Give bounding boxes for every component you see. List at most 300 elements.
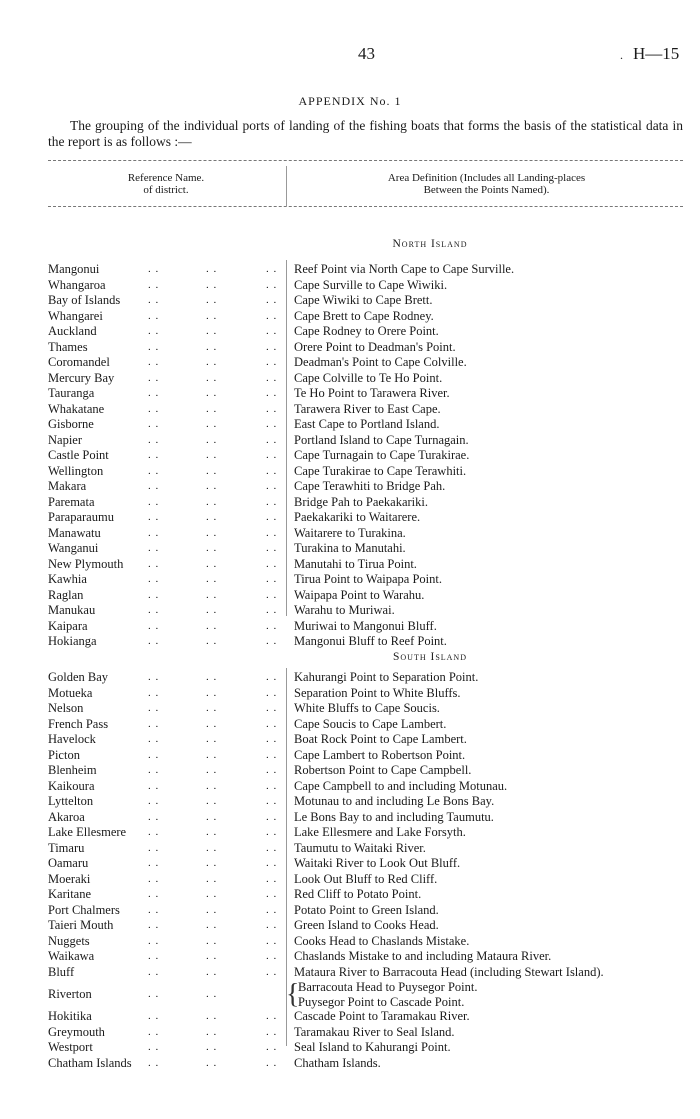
list-item (48, 324, 688, 340)
leader-dot-group: . . (206, 810, 218, 823)
leader-dot-group: . . (148, 526, 160, 539)
area-definition: Manutahi to Tirua Point. (294, 556, 417, 571)
leader-dot-group: . . (148, 1010, 160, 1022)
leader-dot-group: . . (266, 717, 278, 730)
leader-dot-group: . . (148, 1025, 160, 1038)
area-definition: Bridge Pah to Paekakariki. (294, 494, 428, 509)
leader-dot-group: . . (206, 872, 218, 885)
list-item (48, 634, 688, 650)
leader-dot-group: . . (148, 810, 160, 823)
leader-dot-group: . . (266, 686, 278, 699)
area-definition: Cape Colville to Te Ho Point. (294, 370, 443, 385)
leader-dot-group: . . (266, 764, 278, 776)
area-definition: Warahu to Muriwai. (294, 603, 395, 617)
leader-dot-group: . . (148, 557, 160, 570)
area-definition: Potato Point to Green Island. (294, 902, 439, 917)
area-definition: Cape Turakirae to Cape Terawhiti. (294, 463, 467, 478)
leader-dot-group: . . (148, 573, 160, 585)
area-definition: Red Cliff to Potato Point. (294, 887, 422, 901)
district-name: Taieri Mouth (48, 918, 114, 932)
district-name: Hokitika (48, 1009, 92, 1023)
leader-dot-group: . . (266, 635, 278, 647)
leader-dot-group: . . (148, 402, 160, 415)
area-definition: Seal Island to Kahurangi Point. (294, 1040, 451, 1054)
district-name: Port Chalmers (48, 902, 120, 917)
area-definition: Taumutu to Waitaki River. (294, 840, 426, 855)
area-definition: Waitarere to Turakina. (294, 525, 406, 540)
leader-dot-group: . . (266, 480, 278, 492)
leader-dot-group: . . (206, 418, 218, 430)
list-item (48, 386, 688, 402)
leader-dot-group: . . (148, 619, 160, 632)
area-definition-line: Puysegor Point to Cascade Point. (298, 994, 465, 1009)
leader-dot-group: . . (266, 903, 278, 916)
district-name: Moeraki (48, 871, 91, 886)
district-name: Wellington (48, 463, 104, 478)
leader-dot-group: . . (266, 542, 278, 554)
leader-dot-group: . . (266, 340, 278, 353)
district-name: Golden Bay (48, 670, 109, 684)
list-item (48, 1025, 688, 1041)
list-item (48, 872, 688, 888)
leader-dot-group: . . (148, 340, 160, 353)
area-definition: Cape Campbell to and including Motunau. (294, 778, 508, 793)
district-name: Mangonui (48, 262, 100, 276)
district-name: Whangaroa (48, 277, 106, 292)
list-item (48, 763, 688, 779)
leader-dot-group: . . (206, 919, 218, 931)
leader-dot-group: . . (266, 934, 278, 947)
area-definition: Cape Surville to Cape Wiwiki. (294, 277, 448, 292)
leader-dot-group: . . (266, 748, 278, 761)
leader-dot-group: . . (266, 278, 278, 291)
leader-dot-group: . . (148, 702, 160, 714)
district-name: Nelson (48, 701, 84, 715)
leader-dot-group: . . (206, 686, 218, 699)
leader-dot-group: . . (266, 433, 278, 446)
district-name: Nuggets (48, 933, 90, 948)
leader-dot-group: . . (266, 387, 278, 399)
list-item (48, 603, 688, 619)
leader-dot-group: . . (148, 309, 160, 322)
leader-dot-group: . . (266, 495, 278, 508)
document-reference-code: H—15 (633, 44, 680, 63)
list-item (48, 887, 688, 903)
leader-dot-group: . . (206, 1010, 218, 1022)
leader-dot-group: . . (148, 733, 160, 745)
district-name: Waikawa (48, 949, 95, 963)
leader-dot-group: . . (206, 1056, 218, 1069)
list-item (48, 448, 688, 464)
area-definition: Waitaki River to Look Out Bluff. (294, 856, 461, 870)
area-definition (298, 980, 477, 1009)
column-header-reference (48, 172, 284, 196)
list-item (48, 748, 688, 764)
leader-dot-group: . . (266, 1041, 278, 1053)
list-item (48, 934, 688, 950)
list-item (48, 949, 688, 965)
list-item (48, 856, 688, 872)
leader-dot-group: . . (148, 371, 160, 384)
intro-paragraph: The grouping of the individual ports of landing of the fishing boats that forms the basis of the statistical data in the report is as follows :— (48, 118, 683, 149)
area-definition: Cape Turnagain to Cape Turakirae. (294, 448, 470, 462)
leader-dot-group: . . (148, 841, 160, 854)
list-item (48, 557, 688, 573)
area-definition: Cape Soucis to Cape Lambert. (294, 716, 447, 731)
leader-dot-group: . . (206, 278, 218, 291)
district-name: Thames (48, 339, 88, 354)
leader-dot-group: . . (266, 604, 278, 616)
list-item (48, 1040, 688, 1056)
list-item (48, 825, 688, 841)
district-name: Bluff (48, 964, 75, 979)
leader-dot-group: . . (266, 888, 278, 900)
district-name: Blenheim (48, 763, 97, 777)
list-item (48, 794, 688, 810)
leader-dot-group: . . (148, 511, 160, 523)
leader-dot-group: . . (206, 480, 218, 492)
leader-dot-group: . . (266, 810, 278, 823)
area-definition: White Bluffs to Cape Soucis. (294, 701, 440, 715)
leader-dot-group: . . (266, 1010, 278, 1022)
leader-dot-group: . . (266, 511, 278, 523)
leader-dot-group: . . (148, 826, 160, 838)
leader-dot-group: . . (148, 294, 160, 306)
leader-dot-group: . . (266, 795, 278, 807)
leader-dot-group: . . (148, 965, 160, 978)
district-name: Coromandel (48, 355, 110, 369)
list-item (48, 510, 688, 526)
list-item (48, 526, 688, 542)
leader-dot-group: . . (148, 356, 160, 368)
leader-dot-group: . . (206, 826, 218, 838)
list-item (48, 1009, 688, 1025)
leader-dot-group: . . (148, 919, 160, 931)
district-name: French Pass (48, 716, 109, 731)
leader-dot-group: . . (266, 526, 278, 539)
area-definition: Deadman's Point to Cape Colville. (294, 355, 467, 369)
list-item (48, 278, 688, 294)
area-definition: Boat Rock Point to Cape Lambert. (294, 732, 467, 746)
area-definition: East Cape to Portland Island. (294, 417, 440, 431)
area-definition: Waipapa Point to Warahu. (294, 587, 425, 602)
leader-dot-group: . . (206, 702, 218, 714)
leader-dot-group: . . (206, 748, 218, 761)
leader-dot-group: . . (206, 309, 218, 322)
area-definition: Chaslands Mistake to and including Mataura River. (294, 949, 552, 963)
area-definition: Reef Point via North Cape to Cape Surville. (294, 262, 515, 276)
area-definition: Look Out Bluff to Red Cliff. (294, 871, 438, 886)
leader-dot-group: . . (206, 671, 218, 683)
district-name: New Plymouth (48, 556, 124, 571)
leader-dot-group: . . (266, 371, 278, 384)
brace-icon: { (286, 979, 300, 1010)
leader-dot-group: . . (206, 841, 218, 854)
area-definition: Muriwai to Mangonui Bluff. (294, 618, 437, 633)
column-header-reference-line2: of district. (143, 184, 189, 196)
leader-dot-group: . . (266, 965, 278, 978)
leader-dot-group: . . (266, 588, 278, 601)
district-name: Manawatu (48, 525, 101, 540)
list-item (48, 340, 688, 356)
area-definition: Le Bons Bay to and including Taumutu. (294, 809, 494, 824)
leader-dot-group: . . (148, 278, 160, 291)
area-definition: Cape Rodney to Orere Point. (294, 324, 439, 338)
district-name: Karitane (48, 887, 92, 901)
leader-dot-group: . . (266, 573, 278, 585)
leader-dot-group: . . (206, 526, 218, 539)
leader-dot-group: . . (206, 573, 218, 585)
list-item (48, 701, 688, 717)
leader-dot-group: . . (148, 542, 160, 554)
list-item (48, 402, 688, 418)
area-definition: Mangonui Bluff to Reef Point. (294, 634, 447, 648)
list-item (48, 495, 688, 511)
area-definition: Separation Point to White Bluffs. (294, 685, 461, 700)
district-name: Oamaru (48, 856, 89, 870)
leader-dot-group: . . (206, 934, 218, 947)
district-name: Wanganui (48, 541, 99, 555)
north-island-list (48, 262, 688, 650)
list-item (48, 262, 688, 278)
area-definition: Taramakau River to Seal Island. (294, 1024, 455, 1039)
area-definition: Te Ho Point to Tarawera River. (294, 386, 450, 400)
leader-dot-group: . . (206, 371, 218, 384)
leader-dot-group: . . (148, 795, 160, 807)
district-name: Lake Ellesmere (48, 825, 127, 839)
leader-dot-group: . . (148, 1041, 160, 1053)
leader-dot-group: . . (266, 325, 278, 337)
district-name: Picton (48, 747, 80, 762)
table-header-rule (48, 206, 683, 207)
leader-dot-group: . . (206, 950, 218, 962)
district-name: Castle Point (48, 448, 109, 462)
district-name: Kawhia (48, 572, 87, 586)
district-name: Whakatane (48, 401, 105, 416)
district-name: Mercury Bay (48, 370, 115, 385)
district-name: Lyttelton (48, 794, 94, 808)
district-name: Tauranga (48, 386, 95, 400)
list-item (48, 903, 688, 919)
leader-dot-group: . . (206, 449, 218, 461)
area-definition: Cape Wiwiki to Cape Brett. (294, 293, 433, 307)
leader-dot-group: . . (206, 325, 218, 337)
district-name: Kaipara (48, 618, 88, 633)
column-header-area-line1: Area Definition (Includes all Landing-places (387, 172, 586, 184)
leader-dot-group: . . (148, 387, 160, 399)
leader-dot-group: . . (148, 449, 160, 461)
list-item (48, 965, 688, 981)
leader-dot-group: . . (206, 1025, 218, 1038)
leader-dot-group: . . (266, 263, 278, 275)
leader-dot-group: . . (206, 717, 218, 730)
list-item (48, 371, 688, 387)
list-item (48, 588, 688, 604)
leader-dot-group: . . (148, 635, 160, 647)
leader-dot-group: . . (148, 748, 160, 761)
leader-dot-group: . . (148, 418, 160, 430)
leader-dot-group: . . (206, 764, 218, 776)
list-item (48, 670, 688, 686)
leader-dot-group: . . (148, 857, 160, 869)
leader-dot-group: . . (266, 733, 278, 745)
leader-dot-group: . . (148, 495, 160, 508)
leader-dot-group: . . (148, 1056, 160, 1069)
leader-dot-group: . . (266, 919, 278, 931)
south-island-list (48, 670, 688, 1071)
leader-dot-group: . . (266, 1025, 278, 1038)
area-definition: Lake Ellesmere and Lake Forsyth. (294, 825, 466, 839)
leader-dot-group: . . (266, 464, 278, 477)
leader-dot-group: . . (206, 464, 218, 477)
leader-dot-group: . . (148, 764, 160, 776)
area-definition: Tirua Point to Waipapa Point. (294, 572, 442, 586)
leader-dot-group: . . (266, 671, 278, 683)
leader-dot-group: . . (266, 872, 278, 885)
district-name: Makara (48, 479, 87, 493)
leader-dot-group: . . (206, 965, 218, 978)
leader-dot-group: . . (266, 826, 278, 838)
leader-dot-group: . . (206, 795, 218, 807)
leader-dot-group: . . (148, 604, 160, 616)
list-item (48, 841, 688, 857)
list-item (48, 1056, 688, 1072)
list-item (48, 572, 688, 588)
leader-dot-group: . . (206, 433, 218, 446)
area-definition: Motunau to and including Le Bons Bay. (294, 794, 495, 808)
leader-dot-group: . . (148, 433, 160, 446)
district-name: Manukau (48, 603, 96, 617)
area-definition: Portland Island to Cape Turnagain. (294, 432, 469, 447)
district-name: Greymouth (48, 1024, 105, 1039)
leader-dot-group: . . (148, 325, 160, 337)
district-name: Timaru (48, 840, 85, 855)
area-definition: Robertson Point to Cape Campbell. (294, 763, 472, 777)
district-name: Westport (48, 1040, 93, 1054)
district-name: Bay of Islands (48, 293, 121, 307)
leader-dot-group: . . (148, 480, 160, 492)
area-definition: Tarawera River to East Cape. (294, 401, 441, 416)
district-name: Gisborne (48, 417, 94, 431)
leader-dot-group: . . (148, 464, 160, 477)
leader-dot-group: . . (206, 495, 218, 508)
leader-dot-group: . . (206, 857, 218, 869)
district-name: Hokianga (48, 634, 97, 648)
area-definition: Cape Brett to Cape Rodney. (294, 308, 434, 323)
area-definition: Turakina to Manutahi. (294, 541, 406, 555)
area-definition: Cape Terawhiti to Bridge Pah. (294, 479, 446, 493)
list-item (48, 717, 688, 733)
page-number: 43 (358, 44, 375, 63)
list-item (48, 619, 688, 635)
list-item (48, 779, 688, 795)
leader-dot-group: . . (148, 686, 160, 699)
leader-dot-group: . . (266, 619, 278, 632)
district-name: Havelock (48, 732, 96, 746)
list-item (48, 355, 688, 371)
list-item (48, 541, 688, 557)
list-item (48, 464, 688, 480)
district-name: Kaikoura (48, 778, 95, 793)
leader-dot-group: . . (148, 779, 160, 792)
area-definition: Green Island to Cooks Head. (294, 918, 439, 932)
leader-dot-group: . . (206, 779, 218, 792)
area-definition: Paekakariki to Waitarere. (294, 510, 421, 524)
leader-dot-group: . . (148, 903, 160, 916)
leader-dot-group: . . (266, 294, 278, 306)
area-definition: Chatham Islands. (294, 1055, 381, 1070)
leader-dot-group: . . (206, 387, 218, 399)
leader-dot-group: . . (206, 988, 218, 1000)
list-item (48, 918, 688, 934)
leader-dot-group: . . (206, 635, 218, 647)
leader-dot-group: . . (266, 1056, 278, 1069)
area-definition: Cooks Head to Chaslands Mistake. (294, 933, 470, 948)
area-definition: Cape Lambert to Robertson Point. (294, 747, 466, 762)
area-definition: Cascade Point to Taramakau River. (294, 1009, 470, 1023)
district-name: Chatham Islands (48, 1055, 132, 1070)
district-name: Raglan (48, 587, 84, 602)
column-header-area (290, 172, 683, 196)
leader-dot-group: . . (266, 857, 278, 869)
area-definition: Mataura River to Barracouta Head (including Stewart Island). (294, 964, 604, 979)
leader-dot-group: . . (266, 702, 278, 714)
leader-dot-group: . . (266, 557, 278, 570)
leader-dot-group: . . (148, 950, 160, 962)
leader-dot-group: . . (148, 988, 160, 1000)
leader-dot-group: . . (148, 588, 160, 601)
column-header-reference-line1: Reference Name. (127, 172, 205, 184)
area-definition: Kahurangi Point to Separation Point. (294, 670, 479, 684)
list-item (48, 686, 688, 702)
district-name: Motueka (48, 685, 93, 700)
leader-dot-group: . . (266, 402, 278, 415)
district-name: Whangarei (48, 308, 103, 323)
leader-dot-group: . . (206, 356, 218, 368)
leader-dot-group: . . (206, 604, 218, 616)
leader-dot-group: . . (206, 588, 218, 601)
leader-dot-group: . . (206, 263, 218, 275)
table-top-rule (48, 160, 683, 161)
district-name: Riverton (48, 987, 92, 1001)
appendix-title: APPENDIX No. 1 (298, 94, 402, 108)
leader-dot-group: . . (206, 294, 218, 306)
leader-dot-group: . . (266, 449, 278, 461)
list-item (48, 309, 688, 325)
leader-dot-group: . . (206, 1041, 218, 1053)
leader-dot-group: . . (206, 888, 218, 900)
list-item (48, 810, 688, 826)
header-divider (286, 166, 287, 206)
leader-dot-group: . . (266, 950, 278, 962)
leader-dot-group: . . (206, 511, 218, 523)
leader-dot-group: . . (266, 418, 278, 430)
list-item (48, 732, 688, 748)
list-item (48, 433, 688, 449)
north-island-title: North Island (392, 238, 468, 250)
document-reference: . H—15 (620, 44, 680, 63)
leader-dot-group: . . (148, 717, 160, 730)
south-island-title: South Island (393, 651, 467, 663)
district-name: Akaroa (48, 809, 85, 824)
district-name: Napier (48, 432, 83, 447)
leader-dot-group: . . (266, 309, 278, 322)
leader-dot-group: . . (148, 888, 160, 900)
area-definition-line: Barracouta Head to Puysegor Point. (298, 980, 478, 994)
list-item (48, 293, 688, 309)
leader-dot-group: . . (266, 779, 278, 792)
leader-dot-group: . . (266, 841, 278, 854)
